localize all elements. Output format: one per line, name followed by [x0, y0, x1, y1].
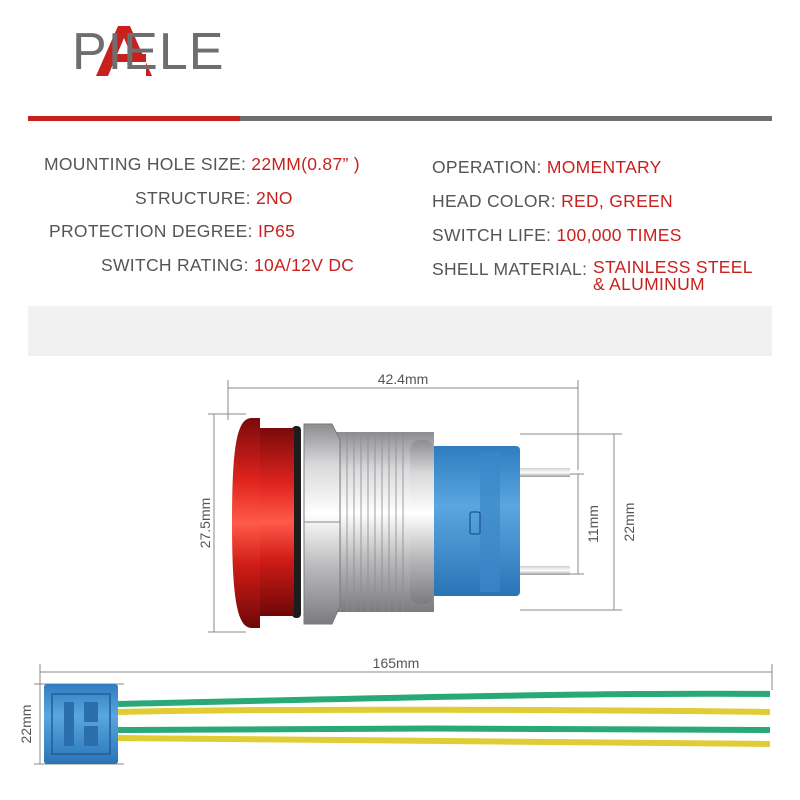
spec-value: IP65	[257, 221, 296, 241]
spec-label: PROTECTION DEGREE:	[49, 221, 253, 241]
spec-label: STRUCTURE:	[135, 188, 251, 208]
dimension-connector-label: 22mm	[18, 704, 34, 744]
wire-green	[118, 729, 770, 731]
wire-harness	[118, 694, 770, 744]
mounting-nut	[304, 424, 340, 624]
spec-value: MOMENTARY	[546, 157, 662, 177]
push-button-switch	[232, 418, 570, 628]
spec-label: SWITCH RATING:	[101, 255, 249, 275]
mushroom-head	[232, 418, 260, 628]
spec-value: 10A/12V DC	[253, 255, 355, 275]
spec-label: HEAD COLOR:	[432, 191, 556, 211]
dimension-pin-spacing-label: 11mm	[585, 505, 601, 543]
spec-value: 2NO	[255, 188, 293, 208]
spec-value: 22MM(0.87” )	[251, 154, 360, 174]
spec-label: OPERATION:	[432, 157, 542, 177]
spec-value: STAINLESS STEEL	[593, 257, 753, 277]
spec-label: SWITCH LIFE:	[432, 225, 552, 245]
dimension-body-height-label: 22mm	[621, 502, 637, 542]
spec-value-line2: & ALUMINUM	[593, 274, 705, 294]
dimension-length-label: 42.4mm	[377, 371, 429, 387]
brand-name: PIELE	[72, 23, 225, 81]
dimension-head-height-label: 27.5mm	[197, 497, 213, 549]
dimension-body-height	[520, 434, 622, 610]
terminal-pin	[520, 468, 570, 477]
cable-connector	[44, 684, 118, 764]
spec-label: SHELL MATERIAL:	[432, 259, 588, 279]
spec-value: RED, GREEN	[561, 191, 673, 211]
spec-value: 100,000 TIMES	[556, 225, 682, 245]
spec-label: MOUNTING HOLE SIZE:	[44, 154, 247, 174]
terminal-pin	[520, 566, 570, 575]
wire-green	[118, 694, 770, 704]
wire-yellow	[118, 710, 770, 712]
dimension-cable-label: 165mm	[372, 655, 420, 671]
wire-yellow	[118, 738, 770, 744]
dimension-pin-spacing	[560, 474, 584, 574]
